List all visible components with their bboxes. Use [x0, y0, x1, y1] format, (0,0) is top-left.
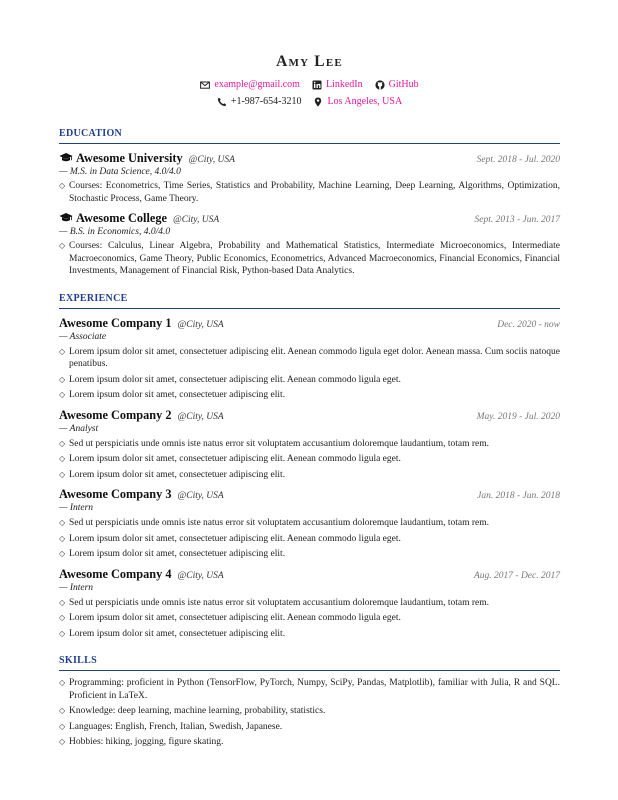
- list-item: ◇ Sed ut perspiciatis unde omnis iste natus error sit voluptatem accusantium doloremque laudantium, totam rem.: [59, 438, 560, 451]
- list-item: ◇ Programming: proficient in Python (TensorFlow, PyTorch, Numpy, SciPy, Pandas, Matplotlib), familiar with Julia, R and SQL. Proficient in LaTeX.: [59, 677, 560, 702]
- skills-section: [59, 654, 560, 749]
- company-location: @City, USA: [177, 411, 224, 422]
- experience-heading: EXPERIENCE: [59, 292, 560, 309]
- entry-date: Dec. 2020 - now: [497, 319, 560, 330]
- school-name: Awesome University: [59, 150, 183, 166]
- linkedin-icon: [312, 80, 322, 90]
- graduation-cap-icon: [59, 152, 73, 163]
- entry-date: Sept. 2013 - Jun. 2017: [474, 215, 560, 225]
- company-name: Awesome Company 1: [59, 315, 172, 330]
- graduation-cap-icon: [59, 212, 73, 223]
- entry-header: [59, 150, 560, 166]
- list-item: ◇ Lorem ipsum dolor sit amet, consectetuer adipiscing elit. Aenean commodo ligula eget.: [59, 612, 560, 625]
- entry-date: Aug. 2017 - Dec. 2017: [473, 570, 560, 581]
- school-name: Awesome College: [59, 210, 167, 226]
- company-name: Awesome Company 3: [59, 487, 172, 501]
- list-item: ◇ Lorem ipsum dolor sit amet, consectetuer adipiscing elit. Aenean commodo ligula eget.: [59, 533, 560, 546]
- job-role: — Intern: [59, 582, 94, 593]
- email-contact[interactable]: [200, 78, 300, 92]
- entry-header: [59, 315, 560, 331]
- company-location: @City, USA: [177, 570, 224, 581]
- entry-date: Sept. 2018 - Jul. 2020: [476, 155, 560, 165]
- bullet-list: [59, 346, 560, 402]
- list-item: ◇ Lorem ipsum dolor sit amet, consectetuer adipiscing elit.: [59, 548, 560, 561]
- candidate-name: Amy Lee: [276, 53, 343, 70]
- contact-line-1: [59, 78, 560, 92]
- list-item: ◇ Languages: English, French, Italian, Swedish, Japanese.: [59, 721, 560, 734]
- school-location: @City, USA: [188, 155, 235, 165]
- degree: — M.S. in Data Science, 4.0/4.0: [59, 167, 181, 177]
- company-location: @City, USA: [177, 319, 224, 330]
- job-role: — Associate: [59, 331, 107, 342]
- list-item: ◇ Lorem ipsum dolor sit amet, consectetuer adipiscing elit. Aenean commodo ligula eget dolor. Aenean massa. Cum sociis natoque penatibus.: [59, 346, 560, 371]
- entry-date: Jan. 2018 - Jun. 2018: [477, 491, 560, 501]
- school-location: @City, USA: [172, 215, 220, 225]
- skills-list: [59, 677, 560, 749]
- email-link[interactable]: example@gmail.com: [214, 79, 300, 90]
- entry-header: [59, 210, 560, 226]
- github-link[interactable]: GitHub: [388, 79, 419, 90]
- skills-heading: SKILLS: [59, 654, 560, 671]
- phone-icon: [217, 97, 227, 107]
- experience-entry: [59, 407, 560, 482]
- list-item: ◇ Lorem ipsum dolor sit amet, consectetuer adipiscing elit. Aenean commodo ligula eget.: [59, 453, 560, 466]
- entry-header: [59, 566, 560, 582]
- list-item: ◇ Courses: Calculus, Linear Algebra, Probability and Mathematical Statistics, Intermediate Microeconomics, Intermediate Macroeconomics, Game Theory, Public Economics, Econometrics, Advanced Macroeconomics, Financial Economics, Financial Investments, Management of Financial Risk, Python-based Data Analytics.: [59, 240, 560, 278]
- envelope-icon: [200, 80, 210, 90]
- entry-date: May. 2019 - Jul. 2020: [476, 411, 560, 422]
- github-contact[interactable]: [375, 78, 419, 92]
- list-item: ◇ Hobbies: hiking, jogging, figure skating.: [59, 736, 560, 749]
- list-item: ◇ Sed ut perspiciatis unde omnis iste natus error sit voluptatem accusantium doloremque laudantium, totam rem.: [59, 517, 560, 530]
- resume-page: [59, 52, 560, 749]
- education-entry: [59, 150, 560, 205]
- list-item: ◇ Sed ut perspiciatis unde omnis iste natus error sit voluptatem accusantium doloremque laudantium, totam rem.: [59, 597, 560, 610]
- phone-number: +1-987-654-3210: [230, 96, 302, 107]
- company-name: Awesome Company 2: [59, 407, 172, 422]
- github-icon: [375, 80, 385, 90]
- list-item: ◇ Lorem ipsum dolor sit amet, consectetuer adipiscing elit.: [59, 469, 560, 482]
- map-marker-icon: [313, 97, 323, 107]
- linkedin-link[interactable]: LinkedIn: [325, 79, 363, 90]
- experience-entry: [59, 566, 560, 641]
- list-item: ◇ Courses: Econometrics, Time Series, Statistics and Probability, Machine Learning, Deep Learning, Algorithms, Optimization, Stochastic Process, Game Theory.: [59, 180, 560, 205]
- company-name: Awesome Company 4: [59, 566, 172, 581]
- contact-line-2: [59, 95, 560, 109]
- linkedin-contact[interactable]: [312, 78, 363, 92]
- list-item: ◇ Lorem ipsum dolor sit amet, consectetuer adipiscing elit. Aenean commodo ligula eget.: [59, 374, 560, 387]
- experience-entry: [59, 315, 560, 402]
- course-list: [59, 180, 560, 205]
- phone-contact: [217, 95, 302, 109]
- experience-section: [59, 292, 560, 641]
- company-location: @City, USA: [177, 491, 224, 501]
- bullet-list: [59, 597, 560, 641]
- entry-header: [59, 407, 560, 423]
- degree: — B.S. in Economics, 4.0/4.0: [59, 227, 171, 237]
- education-heading: EDUCATION: [59, 127, 560, 144]
- location-contact[interactable]: [313, 95, 402, 109]
- bullet-list: [59, 438, 560, 482]
- list-item: ◇ Lorem ipsum dolor sit amet, consectetuer adipiscing elit.: [59, 628, 560, 641]
- entry-header: [59, 486, 560, 502]
- location-link[interactable]: Los Angeles, USA: [327, 96, 403, 107]
- bullet-list: [59, 517, 560, 561]
- education-section: [59, 127, 560, 278]
- list-item: ◇ Lorem ipsum dolor sit amet, consectetuer adipiscing elit.: [59, 389, 560, 402]
- education-entry: [59, 210, 560, 278]
- course-list: [59, 240, 560, 278]
- experience-entry: [59, 486, 560, 561]
- job-role: — Intern: [59, 503, 94, 513]
- list-item: ◇ Knowledge: deep learning, machine learning, probability, statistics.: [59, 705, 560, 718]
- job-role: — Analyst: [59, 423, 99, 434]
